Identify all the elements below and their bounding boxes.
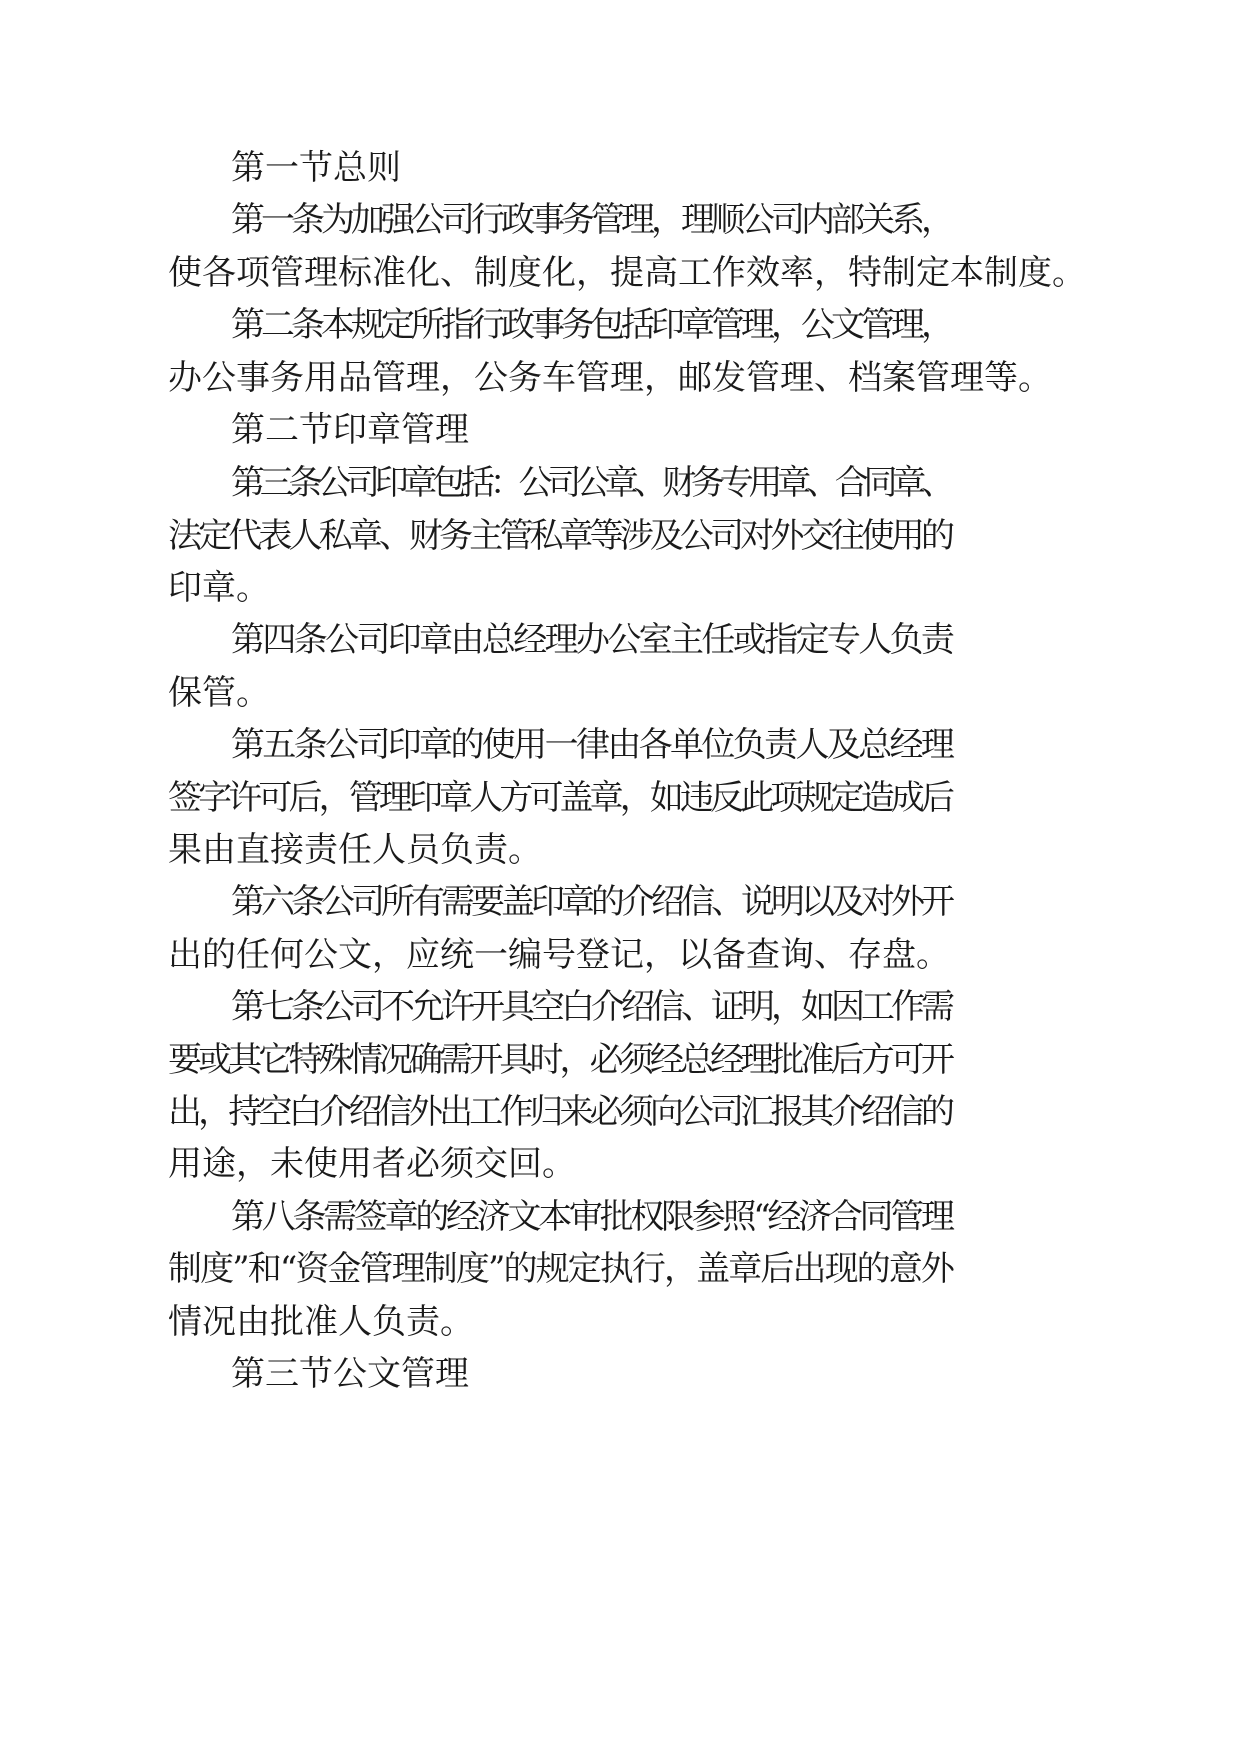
paragraph-line: 出的任何公文，应统一编号登记，以备查询、存盘。	[168, 935, 950, 975]
paragraph-first-line: 第二节印章管理	[231, 410, 469, 450]
paragraph-first-line: 第三节公文管理	[231, 1354, 469, 1394]
paragraph-line: 保管。	[168, 673, 270, 713]
paragraph-line: 签字许可后，管理印章人方可盖章，如违反此项规定造成后	[168, 778, 952, 818]
paragraph-line: 使各项管理标准化、制度化，提高工作效率，特制定本制度。	[168, 253, 1086, 293]
paragraph-line: 办公事务用品管理，公务车管理，邮发管理、档案管理等。	[168, 358, 1052, 398]
paragraph-line: 出，持空白介绍信外出工作归来必须向公司汇报其介绍信的	[168, 1092, 952, 1132]
paragraph-line: 法定代表人私章、财务主管私章等涉及公司对外交往使用的	[168, 516, 952, 556]
paragraph-line: 印章。	[168, 568, 270, 608]
paragraph-line: 制度”和“资金管理制度”的规定执行，盖章后出现的意外	[168, 1249, 954, 1289]
paragraph-first-line: 第八条需签章的经济文本审批权限参照“经济合同管理	[231, 1197, 952, 1237]
paragraph-first-line: 第二条本规定所指行政事务包括印章管理，公文管理，	[231, 305, 951, 345]
paragraph-first-line: 第一节总则	[231, 148, 401, 188]
paragraph-first-line: 第四条公司印章由总经理办公室主任或指定专人负责	[231, 620, 953, 660]
paragraph-first-line: 第六条公司所有需要盖印章的介绍信、说明以及对外开	[231, 882, 951, 922]
paragraph-first-line: 第三条公司印章包括：公司公章、财务专用章、合同章、	[231, 463, 950, 503]
paragraph-line: 情况由批准人负责。	[168, 1302, 474, 1342]
paragraph-first-line: 第五条公司印章的使用一律由各单位负责人及总经理	[231, 725, 953, 765]
paragraph-first-line: 第一条为加强公司行政事务管理，理顺公司内部关系，	[231, 200, 951, 240]
paragraph-line: 果由直接责任人员负责。	[168, 830, 542, 870]
paragraph-line: 要或其它特殊情况确需开具时，必须经总经理批准后方可开	[168, 1040, 952, 1080]
paragraph-line: 用途，未使用者必须交回。	[168, 1144, 576, 1184]
paragraph-first-line: 第七条公司不允许开具空白介绍信、证明，如因工作需	[231, 987, 951, 1027]
